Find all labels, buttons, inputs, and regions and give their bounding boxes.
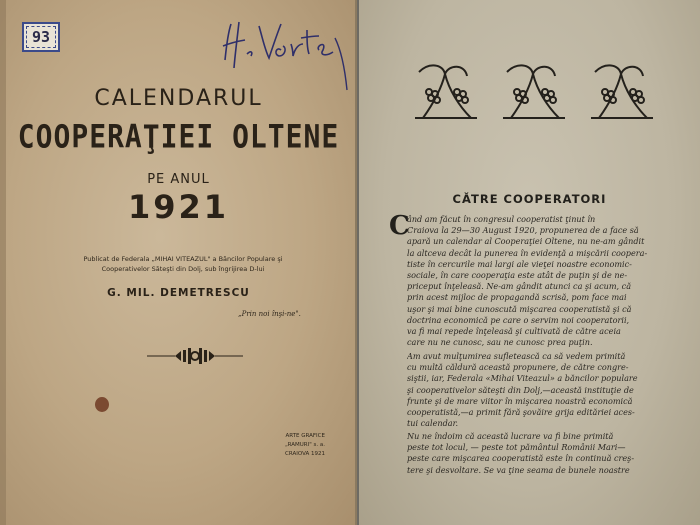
printer-line: CRAIOVA 1921 <box>285 451 325 457</box>
paragraph-1 <box>407 214 689 348</box>
text-line: prin acest mijloc de propagandă scrisă, pom face mai <box>407 292 627 303</box>
inventory-stamp <box>22 22 60 52</box>
printer-line: ARTE GRAFICE <box>285 433 325 439</box>
publisher-note <box>58 254 308 274</box>
paragraph-2 <box>407 351 689 429</box>
text-line: sociale, în care cooperaţia este atât de puţin şi de ne- <box>407 270 628 281</box>
text-line: care nu ne cunosc, sau ne cunosc prea puţin. <box>407 337 593 348</box>
stamp-number: 93 <box>31 28 51 46</box>
cover-year: 1921 <box>127 188 230 226</box>
text-line: uşor şi mai bine cunoscută mişcarea cooperatistă şi că <box>407 303 632 314</box>
text-line: Craiova la 29—30 August 1920, propunerea de a face să <box>407 225 639 236</box>
text-line: peste tot locul, — peste tot pământul Românii Mari— <box>407 442 626 453</box>
text-line: cu multă căldură această propunere, de către congre- <box>407 362 629 373</box>
cover-title-cooperatiei: COOPERAŢIEI OLTENE <box>17 117 340 156</box>
inner-page <box>359 0 700 525</box>
text-line: apară un calendar al Cooperaţiei Oltene, nu ne-am gândit <box>407 236 645 247</box>
text-line: priceput înţeleasă. Ne-am gândit atunci ca şi acum, că <box>407 281 632 292</box>
text-line: frunte şi de mare viitor în mişcarea noastră economică <box>407 395 633 406</box>
editor-name: G. MIL. DEMETRESCU <box>107 287 250 299</box>
grape-vine-headpiece-icon <box>409 60 659 125</box>
paragraph-3 <box>407 431 689 476</box>
text-line: siştii, iar, Federala «Mihai Viteazul» a băncilor populare <box>407 373 638 384</box>
text-line: tui calendar. <box>407 418 459 429</box>
text-line: Nu ne îndoim că această lucrare va fi bine primită <box>407 431 614 441</box>
text-line: doctrina economică pe care o servim noi cooperatorii, <box>407 314 630 325</box>
text-line: peste care mişcarea cooperatistă este în continuă creş- <box>407 453 635 464</box>
text-line: tiste în cercurile mai largi ale vieţei noastre economic- <box>407 258 632 269</box>
text-line: ând am făcut în congresul cooperatist ţinut în <box>407 214 596 224</box>
cover-motto: „Prin noi înşi-ne". <box>238 310 301 318</box>
cover-spine-edge <box>0 0 6 525</box>
text-line: şi cooperativelor săteşti din Dolj,—această instituţie de <box>407 384 634 395</box>
cover-ornament-icon <box>145 346 245 366</box>
text-line: Am avut mulţumirea sufletească ca să vedem primită <box>407 351 626 361</box>
publisher-line: Publicat de Federala „MIHAI VITEAZUL" a Băncilor Populare şi <box>83 255 283 263</box>
printer-imprint <box>245 432 325 459</box>
text-line: tere şi desvoltare. Se va ţine seama de bunele noastre <box>407 464 630 475</box>
drop-cap: C <box>389 211 410 241</box>
cover-title-pe-anul: PE ANUL <box>147 172 210 187</box>
paper-stain <box>95 397 109 412</box>
text-line: va fi mai repede înţeleasă şi cultivată de către aceia <box>407 326 621 337</box>
text-line: la altceva decât la punerea în evidenţă a mişcării coopera- <box>407 247 648 258</box>
section-title: CĂTRE COOPERATORI <box>452 192 607 206</box>
cover-title-calendarul: CALENDARUL <box>94 86 263 111</box>
publisher-line: Cooperativelor Săteşti din Dolj, sub îngrijirea D-lui <box>101 265 265 273</box>
printer-line: „RAMURI" s. a. <box>285 442 325 448</box>
text-line: cooperatistă,—a primit fără şovăire grija edităriei aces- <box>407 407 635 418</box>
